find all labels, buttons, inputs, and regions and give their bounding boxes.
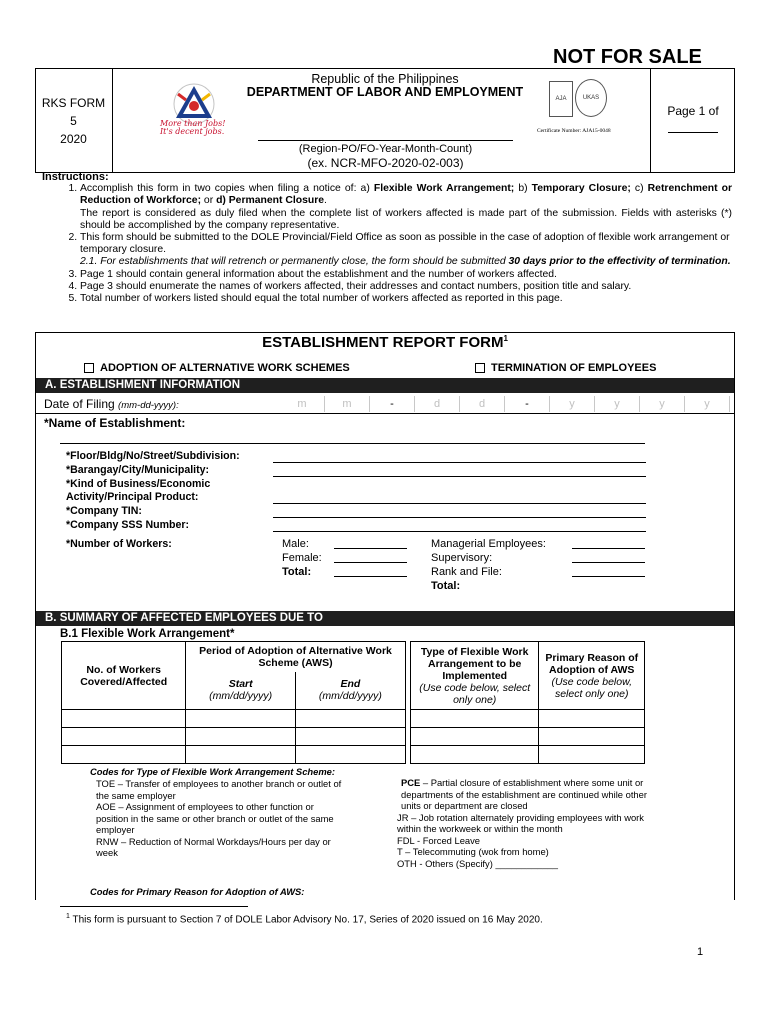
republic-text: Republic of the Philippines [311,72,459,86]
footnote: $^1$ This form is pursuant to Section 7 of DOLE Labor Advisory No. 17, Series of 2020 issued on 16 May 2020. [66,913,543,926]
reason-codes-title: Codes for Primary Reason for Adoption of AWS: [90,886,305,897]
instruction-1-note: The report is considered as duly filed when the complete list of workers affected is made part of the submission. Fields with asterisks (*) should be accomplished by the company representative. [80,207,732,231]
tin-label: *Company TIN: [66,505,142,518]
level-labels: Managerial Employees: Supervisory: Rank and File: Total: [431,538,546,592]
table-row[interactable] [62,728,645,746]
date-cell[interactable]: m [325,396,370,412]
region-caption: (Region-PO/FO-Year-Month-Count) [298,143,473,155]
col-start-header: Start (mm/dd/yyyy) [186,672,296,710]
aja-cert-logo-icon: AJA [549,81,573,117]
page-total-field[interactable] [668,132,718,133]
rank-file-input[interactable] [572,576,645,577]
termination-checkbox-box[interactable] [475,363,485,373]
gender-labels: Male: Female: Total: [282,538,322,578]
business-input[interactable] [273,503,646,504]
table-row[interactable] [62,710,645,728]
business-label-2: Activity/Principal Product: [66,491,199,504]
date-of-filing-field[interactable] [280,396,730,412]
form-id-line1: RKS FORM [41,96,106,110]
table-row[interactable] [62,746,645,764]
instruction-3: 3. Page 1 should contain general information about the establishment and the number of workers affected. [80,269,732,281]
instruction-4: 4. Page 3 should enumerate the names of workers affected, their addresses and contact numbers, position title and salary. [80,281,732,293]
address-label: *Floor/Bldg/No/Street/Subdivision: [66,450,240,462]
instructions [42,171,732,305]
col-period-header: Period of Adoption of Alternative Work Scheme (AWS) [186,642,405,672]
supervisory-input[interactable] [572,562,645,563]
dole-tagline: More than Jobs! It's decent jobs. [160,119,226,136]
not-for-sale-banner: NOT FOR SALE [553,46,702,68]
barangay-input[interactable] [273,476,646,477]
codes-title: Codes for Type of Flexible Work Arrangement Scheme: [90,766,336,777]
address-input[interactable] [273,462,646,463]
section-b1-title: B.1 Flexible Work Arrangement* [60,628,235,640]
date-of-filing-label: Date of Filing (mm-dd-yyyy): [44,397,179,411]
instruction-1: 1. Accomplish this form in two copies when filing a notice of: a) Flexible Work Arrangement; b) Temporary Closure; c) Retrenchment or Reduction of Workforce; or d) Permanent Closure. The report is considered as duly filed when the complete list of workers affected is made part of the submission. Fields with asterisks (*) should be accomplished by the company representative. [80,183,732,232]
form-id-line3: 2020 [60,132,87,146]
barangay-label: *Barangay/City/Municipality: [66,463,210,476]
region-example: (ex. NCR-MFO-2020-02-003) [307,156,464,170]
divider [36,413,734,414]
codes-left: TOE – Transfer of employees to another branch or outlet of the same employer AOE – Assignment of employees to other function or position in the same or other branch or outlet of the same employer RNW – Reduction of Normal Workdays/Hours per day or week [96,778,342,858]
page-number: 1 [697,946,704,958]
instruction-5: 5. Total number of workers listed should equal the total number of workers affected as reported in this page. [80,293,732,305]
business-label: *Kind of Business/Economic [66,477,211,490]
page-label: Page 1 of [667,104,719,118]
establishment-name-label: *Name of Establishment: [44,416,186,430]
certificate-number: Certificate Number: AJA15-0048 [537,128,611,134]
managerial-input[interactable] [572,548,645,549]
date-cell[interactable]: - [505,396,550,412]
sss-input[interactable] [273,531,646,532]
tin-input[interactable] [273,517,646,518]
region-code-line[interactable] [258,140,513,141]
number-of-workers-label: *Number of Workers: [66,538,172,550]
col-workers-header: No. of Workers Covered/Affected [62,642,186,710]
section-b-header: B. SUMMARY OF AFFECTED EMPLOYEES DUE TO [36,611,734,626]
gender-total-input[interactable] [334,576,407,577]
date-cell[interactable]: - [370,396,415,412]
footnote-separator [60,906,248,907]
adoption-checkbox-box[interactable] [84,363,94,373]
date-cell[interactable]: y [640,396,685,412]
page-count [650,68,735,173]
date-cell[interactable]: d [460,396,505,412]
female-input[interactable] [334,562,407,563]
col-end-header: End (mm/dd/yyyy) [296,672,406,710]
report-title: ESTABLISHMENT REPORT FORM$^1$ [262,334,508,351]
date-cell[interactable]: y [685,396,730,412]
date-cell[interactable]: d [415,396,460,412]
col-reason-header: Primary Reason of Adoption of AWS (Use code below, select only one) [539,642,645,710]
col-type-header: Type of Flexible Work Arrangement to be Implemented (Use code below, select only one) [410,642,539,710]
date-cell[interactable]: m [280,396,325,412]
male-input[interactable] [334,548,407,549]
section-a-header: A. ESTABLISHMENT INFORMATION [36,378,734,393]
codes-right: PCE – Partial closure of establishment where some unit or departments of the establishment are continued while other units or department are closed JR – Job rotation alternately providing employees with work within the workweek or within the month FDL - Forced Leave T – Telecommuting (wok from home) OTH - Others (Specify) ____________ [397,777,647,869]
adoption-checkbox[interactable]: ADOPTION OF ALTERNATIVE WORK SCHEMES [84,362,350,374]
affected-employees-table [61,641,645,764]
establishment-name-input[interactable] [60,443,645,444]
termination-checkbox[interactable]: TERMINATION OF EMPLOYEES [475,362,656,374]
instruction-2: 2. This form should be submitted to the DOLE Provincial/Field Office as soon as possible in the case of adoption of flexible work arrangement or temporary closure. 2.1. For establishments that will retrench or permanently close, the form should be submitted 30 days prior to the effectivity of termination. [80,232,732,269]
establishment-fields [66,450,240,533]
date-cell[interactable]: y [550,396,595,412]
date-cell[interactable]: y [595,396,640,412]
ukas-cert-logo-icon: UKAS [575,79,607,117]
department-name: DEPARTMENT OF LABOR AND EMPLOYMENT [246,85,524,99]
form-id-line2: 5 [70,114,77,128]
form-id [35,68,113,173]
instructions-title: Instructions: [42,171,109,183]
sss-label: *Company SSS Number: [66,518,190,531]
